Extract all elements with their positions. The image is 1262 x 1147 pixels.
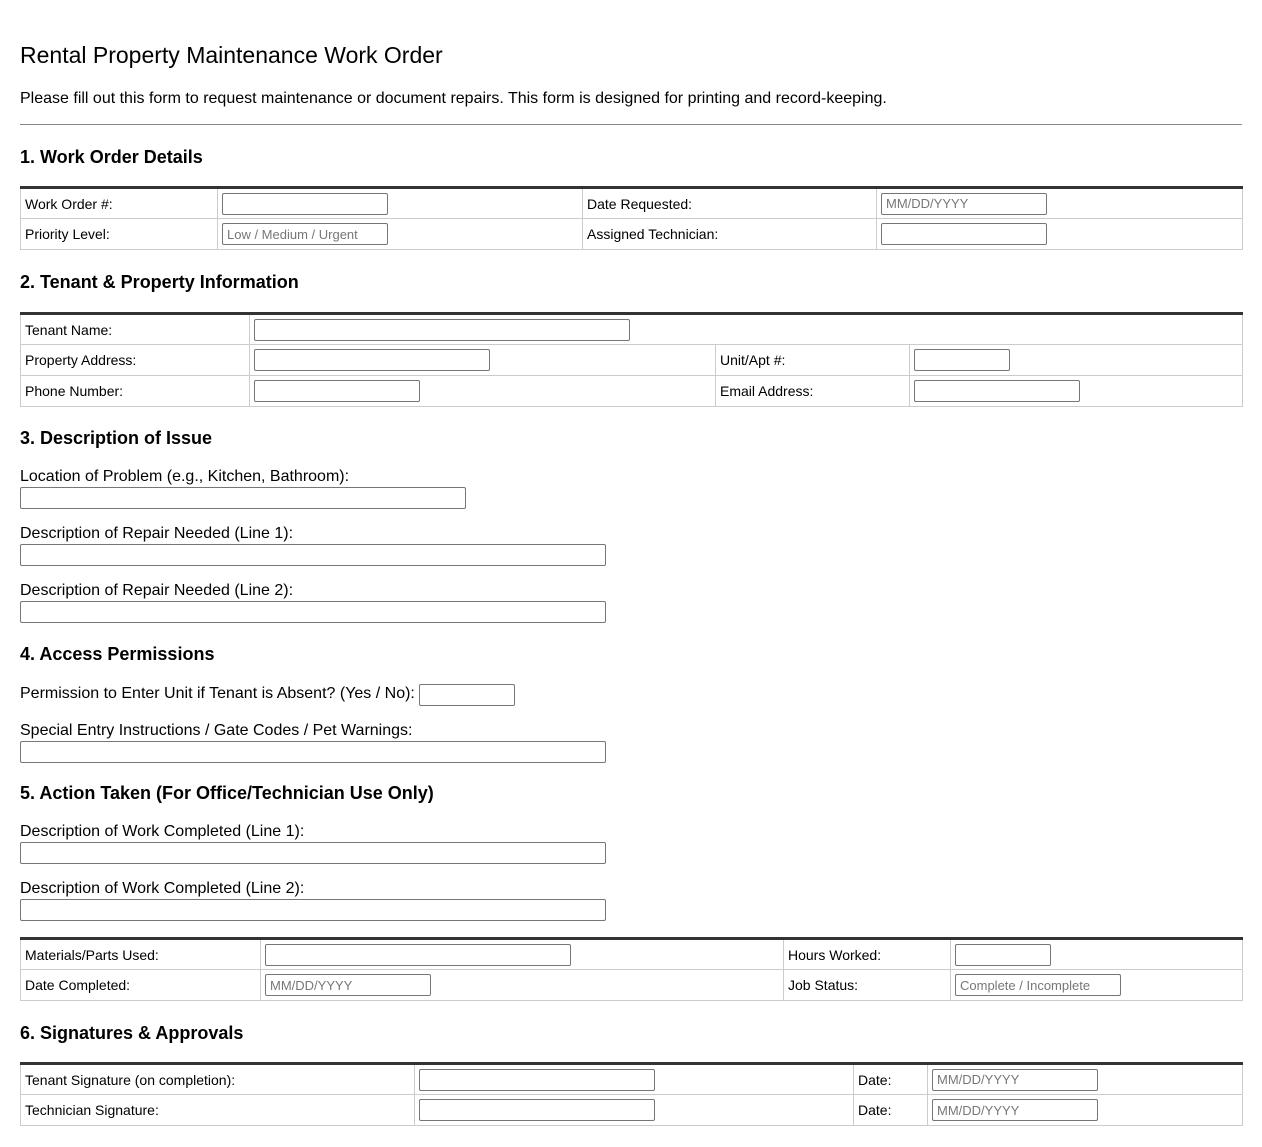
tenant-property-table [20, 312, 1243, 407]
email-address-input[interactable] [914, 380, 1080, 402]
property-address-input[interactable] [254, 349, 490, 371]
work-order-number-label: Work Order #: [21, 188, 218, 219]
signatures-table [20, 1062, 1243, 1126]
tenant-name-label: Tenant Name: [21, 314, 250, 345]
permission-to-enter-input[interactable] [419, 684, 515, 706]
tenant-signature-label: Tenant Signature (on completion): [21, 1064, 415, 1095]
technician-signature-input[interactable] [419, 1099, 655, 1121]
repair-description-line2-input[interactable] [20, 601, 606, 623]
phone-number-label: Phone Number: [21, 376, 250, 407]
work-order-details-table [20, 186, 1243, 250]
technician-signature-label: Technician Signature: [21, 1095, 415, 1126]
date-completed-input[interactable] [265, 974, 431, 996]
page-title: Rental Property Maintenance Work Order [20, 42, 443, 68]
unit-apt-label: Unit/Apt #: [716, 345, 910, 376]
hours-worked-input[interactable] [955, 944, 1051, 966]
repair-description-line1-label: Description of Repair Needed (Line 1): [20, 525, 294, 542]
intro-text: Please fill out this form to request maintenance or document repairs. This form is designed for printing and record-keeping. [20, 90, 887, 107]
materials-used-label: Materials/Parts Used: [21, 939, 261, 970]
special-entry-instructions-input[interactable] [20, 741, 606, 763]
job-status-input[interactable] [955, 974, 1121, 996]
section-heading-tenant-property: 2. Tenant & Property Information [20, 272, 299, 292]
materials-used-input[interactable] [265, 944, 571, 966]
repair-description-line2-label: Description of Repair Needed (Line 2): [20, 582, 294, 599]
email-address-label: Email Address: [716, 376, 910, 407]
work-order-number-input[interactable] [222, 193, 388, 215]
priority-level-input[interactable] [222, 223, 388, 245]
unit-apt-input[interactable] [914, 349, 1010, 371]
job-status-label: Job Status: [784, 970, 951, 1001]
assigned-technician-label: Assigned Technician: [583, 219, 877, 250]
section-heading-description-of-issue: 3. Description of Issue [20, 428, 213, 448]
technician-signature-date-label: Date: [854, 1095, 928, 1126]
work-completed-line2-input[interactable] [20, 899, 606, 921]
section-heading-signatures: 6. Signatures & Approvals [20, 1023, 244, 1043]
location-of-problem-input[interactable] [20, 487, 466, 509]
location-of-problem-label: Location of Problem (e.g., Kitchen, Bathroom): [20, 468, 350, 485]
phone-number-input[interactable] [254, 380, 420, 402]
action-taken-table [20, 937, 1243, 1001]
date-requested-input[interactable] [881, 193, 1047, 215]
tenant-signature-date-label: Date: [854, 1064, 928, 1095]
divider [20, 124, 1242, 125]
work-completed-line1-input[interactable] [20, 842, 606, 864]
work-completed-line2-label: Description of Work Completed (Line 2): [20, 880, 305, 897]
assigned-technician-input[interactable] [881, 223, 1047, 245]
special-entry-instructions-label: Special Entry Instructions / Gate Codes / Pet Warnings: [20, 722, 413, 739]
work-completed-line1-label: Description of Work Completed (Line 1): [20, 823, 305, 840]
priority-level-label: Priority Level: [21, 219, 218, 250]
date-completed-label: Date Completed: [21, 970, 261, 1001]
property-address-label: Property Address: [21, 345, 250, 376]
permission-to-enter-label: Permission to Enter Unit if Tenant is Absent? (Yes / No): [20, 685, 415, 702]
date-requested-label: Date Requested: [583, 188, 877, 219]
tenant-name-input[interactable] [254, 319, 630, 341]
section-heading-action-taken: 5. Action Taken (For Office/Technician Use Only) [20, 783, 434, 803]
tenant-signature-input[interactable] [419, 1069, 655, 1091]
section-heading-work-order-details: 1. Work Order Details [20, 147, 203, 167]
repair-description-line1-input[interactable] [20, 544, 606, 566]
hours-worked-label: Hours Worked: [784, 939, 951, 970]
technician-signature-date-input[interactable] [932, 1099, 1098, 1121]
section-heading-access-permissions: 4. Access Permissions [20, 644, 215, 664]
tenant-signature-date-input[interactable] [932, 1069, 1098, 1091]
